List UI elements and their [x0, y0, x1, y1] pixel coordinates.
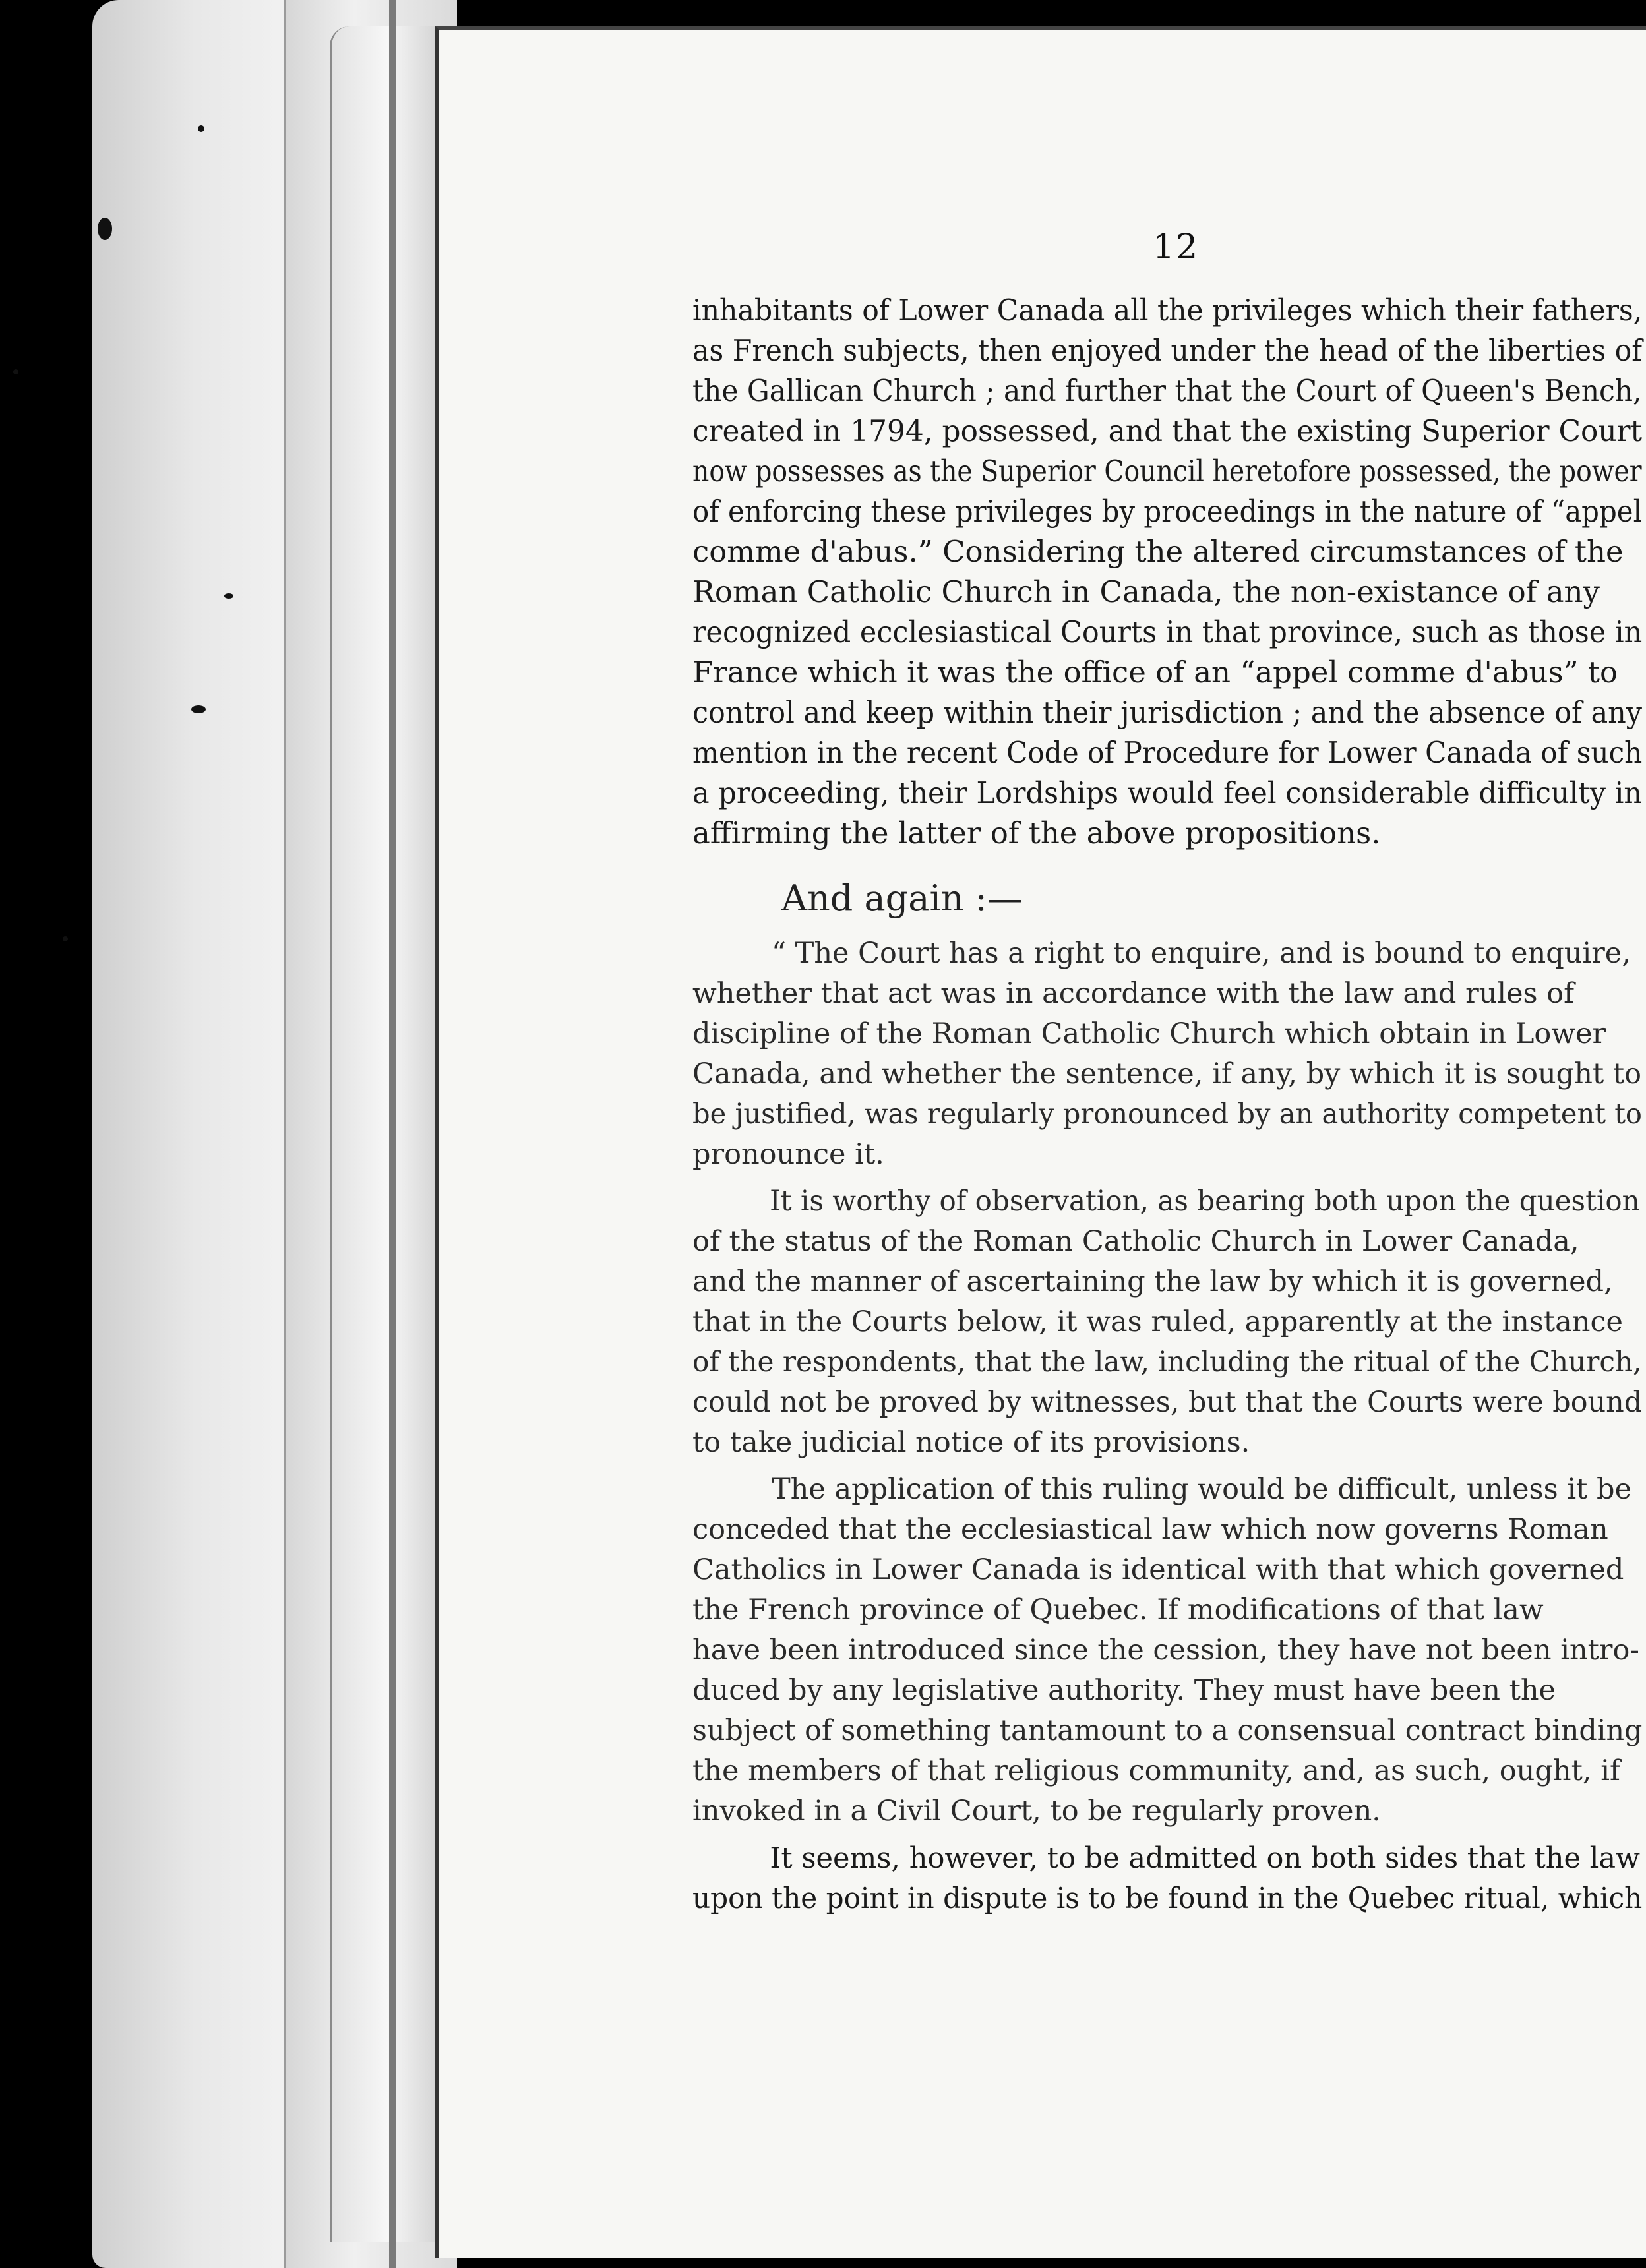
- text-line: recognized ecclesiastical Courts in that province, such as those in: [692, 614, 1643, 649]
- text-line: Canada, and whether the sentence, if any, by which it is sought to: [692, 1058, 1642, 1090]
- text-line: inhabitants of Lower Canada all the privileges which their fathers,: [692, 293, 1643, 328]
- paragraph-closing: [692, 1838, 1642, 1919]
- text-line: pronounce it.: [692, 1138, 884, 1171]
- scan-speck: [191, 705, 206, 713]
- book-spine: [389, 0, 396, 2268]
- text-line: that in the Courts below, it was ruled, apparently at the instance: [692, 1305, 1624, 1338]
- text-line: The application of this ruling would be difficult, unless it be: [772, 1473, 1632, 1506]
- text-line: mention in the recent Code of Procedure for Lower Canada of such: [692, 735, 1643, 770]
- text-line: invoked in a Civil Court, to be regularly proven.: [692, 1795, 1381, 1828]
- text-line: conceded that the ecclesiastical law which now governs Roman: [692, 1513, 1608, 1546]
- text-line: be justified, was regularly pronounced by an authority competent to: [692, 1098, 1642, 1131]
- text-line: Roman Catholic Church in Canada, the non-existance of any: [692, 574, 1600, 609]
- text-line: of the status of the Roman Catholic Church in Lower Canada,: [692, 1225, 1579, 1258]
- text-line: whether that act was in accordance with the law and rules of: [692, 977, 1575, 1010]
- text-line: upon the point in dispute is to be found in the Quebec ritual, which: [692, 1882, 1643, 1915]
- text-line: duced by any legislative authority. They must have been the: [692, 1674, 1556, 1707]
- paragraph-opening: [692, 290, 1642, 853]
- text-line: of enforcing these privileges by proceedings in the nature of “appel: [692, 494, 1642, 529]
- text-line: a proceeding, their Lordships would feel considerable difficulty in: [692, 775, 1643, 810]
- scan-speck: [63, 936, 68, 941]
- quote-paragraph-3: [692, 1470, 1642, 1832]
- quote-paragraph-1: [692, 934, 1642, 1175]
- text-line: control and keep within their jurisdiction ; and the absence of any: [692, 695, 1643, 730]
- text-line: could not be proved by witnesses, but that the Courts were bound: [692, 1386, 1643, 1419]
- text-line: discipline of the Roman Catholic Church which obtain in Lower: [692, 1017, 1606, 1050]
- scan-speck: [198, 125, 204, 132]
- section-heading: And again :—: [781, 878, 1023, 919]
- text-line: of the respondents, that the law, including the ritual of the Church,: [692, 1346, 1642, 1379]
- text-line: have been introduced since the cession, they have not been intro-: [692, 1634, 1639, 1667]
- text-line: It seems, however, to be admitted on both sides that the law: [770, 1841, 1640, 1875]
- page-number: 12: [1153, 227, 1200, 267]
- text-line: the Gallican Church ; and further that the Court of Queen's Bench,: [692, 373, 1642, 408]
- text-line: Catholics in Lower Canada is identical with that which governed: [692, 1553, 1624, 1586]
- text-line: subject of something tantamount to a consensual contract binding: [692, 1714, 1643, 1747]
- scan-speck: [98, 218, 112, 240]
- text-line: the French province of Quebec. If modifications of that law: [692, 1594, 1544, 1626]
- text-line: now possesses as the Superior Council heretofore possessed, the power: [692, 454, 1642, 489]
- scan-speck: [13, 369, 18, 374]
- text-line: to take judicial notice of its provisions.: [692, 1426, 1250, 1459]
- text-line: and the manner of ascertaining the law by which it is governed,: [692, 1265, 1613, 1298]
- text-line: the members of that religious community, and, as such, ought, if: [692, 1754, 1620, 1787]
- page-stack-inner: [330, 26, 444, 2242]
- text-line: France which it was the office of an “appel comme d'abus” to: [692, 655, 1618, 690]
- text-line: comme d'abus.” Considering the altered circumstances of the: [692, 534, 1624, 569]
- text-line: created in 1794, possessed, and that the existing Superior Court: [692, 413, 1643, 448]
- page-text: [692, 290, 1642, 1919]
- text-line: “ The Court has a right to enquire, and is bound to enquire,: [772, 937, 1631, 970]
- text-line: as French subjects, then enjoyed under the head of the liberties of: [692, 333, 1643, 368]
- scan-speck: [224, 593, 233, 599]
- text-line: It is worthy of observation, as bearing both upon the question: [770, 1185, 1640, 1218]
- quote-paragraph-2: [692, 1181, 1642, 1463]
- text-line: affirming the latter of the above propositions.: [692, 816, 1381, 850]
